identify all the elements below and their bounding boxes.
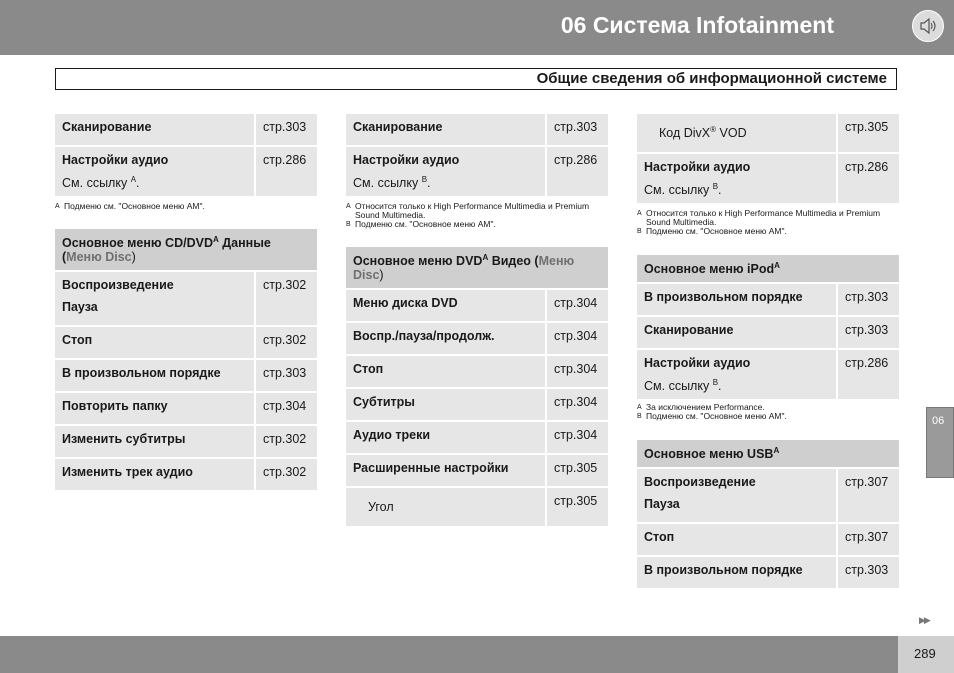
col1-table-1 — [55, 114, 317, 198]
table-row — [346, 389, 608, 422]
menu-item-label: Сканирование — [637, 317, 836, 350]
menu-item-label: Воспроизведение — [644, 475, 756, 490]
footnote: A Относится только к High Performance Multimedia и Premium Sound Multimedia. — [346, 201, 590, 220]
table-row — [55, 114, 317, 147]
table-title: Основное меню $CD/DVD^A$ Данные (Меню Disc) — [55, 229, 317, 272]
menu-item-label: В произвольном порядке — [55, 360, 254, 393]
page-ref: стр.305 — [836, 114, 899, 154]
menu-item-label: Расширенные настройки — [346, 455, 545, 488]
table-row — [346, 147, 608, 198]
table-row — [637, 284, 899, 317]
page-ref: стр.304 — [254, 393, 317, 426]
page-ref: стр.305 — [545, 488, 608, 528]
table-row — [637, 350, 899, 401]
chapter-side-tab[interactable] — [926, 407, 954, 478]
col3-table-3 — [637, 440, 899, 590]
footnote-reference: См. ссылку $^A$. — [62, 175, 140, 191]
table-row — [637, 524, 899, 557]
table-row — [346, 114, 608, 147]
table-row — [55, 459, 317, 492]
page-ref: стр.303 — [836, 284, 899, 317]
page-ref: стр.303 — [545, 114, 608, 147]
table-row — [346, 323, 608, 356]
menu-item-label: Воспроизведение — [62, 278, 174, 293]
col3-table-1 — [637, 114, 899, 205]
footer-bar — [0, 636, 898, 673]
menu-item-label: Повторить папку — [55, 393, 254, 426]
menu-item-label: Сканирование — [346, 114, 545, 147]
menu-item-label: Угол — [346, 488, 545, 528]
page-ref: стр.303 — [254, 114, 317, 147]
page-ref: стр.302 — [254, 459, 317, 492]
page-ref: стр.304 — [545, 290, 608, 323]
page-ref: стр.307 — [836, 524, 899, 557]
table-row — [346, 455, 608, 488]
page-number: 289 — [914, 646, 936, 661]
col2-table-2 — [346, 247, 608, 528]
footnote: B Подменю см. "Основное меню AM". — [637, 226, 787, 236]
page-ref: стр.303 — [254, 360, 317, 393]
page-ref: стр.303 — [836, 557, 899, 590]
table-row — [346, 488, 608, 528]
col1-table-2 — [55, 229, 317, 492]
page-ref: стр.302 — [254, 327, 317, 360]
page-ref: стр.305 — [545, 455, 608, 488]
menu-item-label: Код DivX® VOD — [637, 114, 836, 154]
table-title: Основное меню $USB^A$ — [637, 440, 899, 469]
chapter-title: 06 Система Infotainment — [560, 12, 834, 38]
menu-item-label: Настройки аудио — [62, 153, 169, 167]
double-arrow-right-icon[interactable]: ▶▶ — [919, 615, 929, 625]
page-ref: стр.304 — [545, 422, 608, 455]
page-ref: стр.303 — [836, 317, 899, 350]
footnote: B Подменю см. "Основное меню AM". — [637, 411, 787, 421]
menu-item-label: Субтитры — [346, 389, 545, 422]
footnotes — [55, 202, 317, 211]
table-header — [346, 247, 608, 290]
table-row — [637, 469, 899, 524]
page-ref: стр.302 — [254, 426, 317, 459]
table-row — [637, 114, 899, 154]
footnote: A Подменю см. "Основное меню AM". — [55, 201, 205, 211]
table-row — [55, 147, 317, 198]
page-ref: стр.304 — [545, 323, 608, 356]
footnotes — [637, 209, 899, 236]
table-row — [55, 272, 317, 327]
footnotes — [637, 403, 899, 421]
menu-item-label: Воспр./пауза/продолж. — [346, 323, 545, 356]
table-row — [637, 154, 899, 205]
table-row — [346, 290, 608, 323]
footnote-reference: См. ссылку $^B$. — [353, 175, 431, 191]
col3-table-2 — [637, 255, 899, 401]
table-row — [346, 422, 608, 455]
menu-item-label: Настройки аудио — [644, 356, 751, 371]
table-row — [55, 360, 317, 393]
table-row — [55, 327, 317, 360]
menu-item-label: Изменить трек аудио — [55, 459, 254, 492]
menu-item-label: Изменить субтитры — [55, 426, 254, 459]
page-ref: стр.302 — [254, 272, 317, 327]
footnote: B Подменю см. "Основное меню AM". — [346, 219, 496, 229]
page-ref: стр.304 — [545, 389, 608, 422]
menu-item-label: Стоп — [346, 356, 545, 389]
page-ref: стр.286 — [545, 147, 608, 198]
footnotes — [346, 202, 608, 229]
table-row — [55, 393, 317, 426]
footnote-reference: См. ссылку $^B$. — [644, 378, 722, 394]
footnote-reference: См. ссылку $^B$. — [644, 182, 722, 198]
menu-item-label: Пауза — [644, 497, 680, 512]
menu-item-label: Сканирование — [55, 114, 254, 147]
section-title-box — [55, 68, 897, 90]
page-ref: стр.286 — [254, 147, 317, 198]
table-header — [637, 440, 899, 469]
menu-item-label: В произвольном порядке — [637, 284, 836, 317]
page-ref: стр.286 — [836, 154, 899, 205]
menu-item-label: Стоп — [637, 524, 836, 557]
menu-item-label: Настройки аудио — [353, 153, 460, 167]
menu-item-label: Пауза — [62, 300, 98, 315]
menu-item-label: Меню диска DVD — [346, 290, 545, 323]
page-ref: стр.307 — [836, 469, 899, 524]
table-header — [55, 229, 317, 272]
page-ref: стр.286 — [836, 350, 899, 401]
section-title: Общие сведения об информационной системе — [536, 70, 887, 87]
table-title: Основное меню iPod$^A$ — [637, 255, 899, 284]
chapter-tab-label: 06 — [932, 415, 945, 427]
table-title: Основное меню $DVD^A$ Видео (Меню Disc) — [346, 247, 608, 290]
col2-table-1 — [346, 114, 608, 198]
table-row — [346, 356, 608, 389]
table-header — [637, 255, 899, 284]
header-bar — [0, 0, 898, 55]
menu-item-label: В произвольном порядке — [637, 557, 836, 590]
page-ref: стр.304 — [545, 356, 608, 389]
menu-item-label: Настройки аудио — [644, 160, 751, 174]
table-row — [55, 426, 317, 459]
page-number-box — [898, 636, 954, 673]
table-row — [637, 317, 899, 350]
menu-item-label: Стоп — [55, 327, 254, 360]
footnote: A За исключением Performance. — [637, 402, 765, 412]
footnote: A Относится только к High Performance Multimedia и Premium Sound Multimedia. — [637, 208, 881, 227]
menu-item-label: Аудио треки — [346, 422, 545, 455]
table-row — [637, 557, 899, 590]
speaker-icon[interactable] — [912, 10, 944, 42]
